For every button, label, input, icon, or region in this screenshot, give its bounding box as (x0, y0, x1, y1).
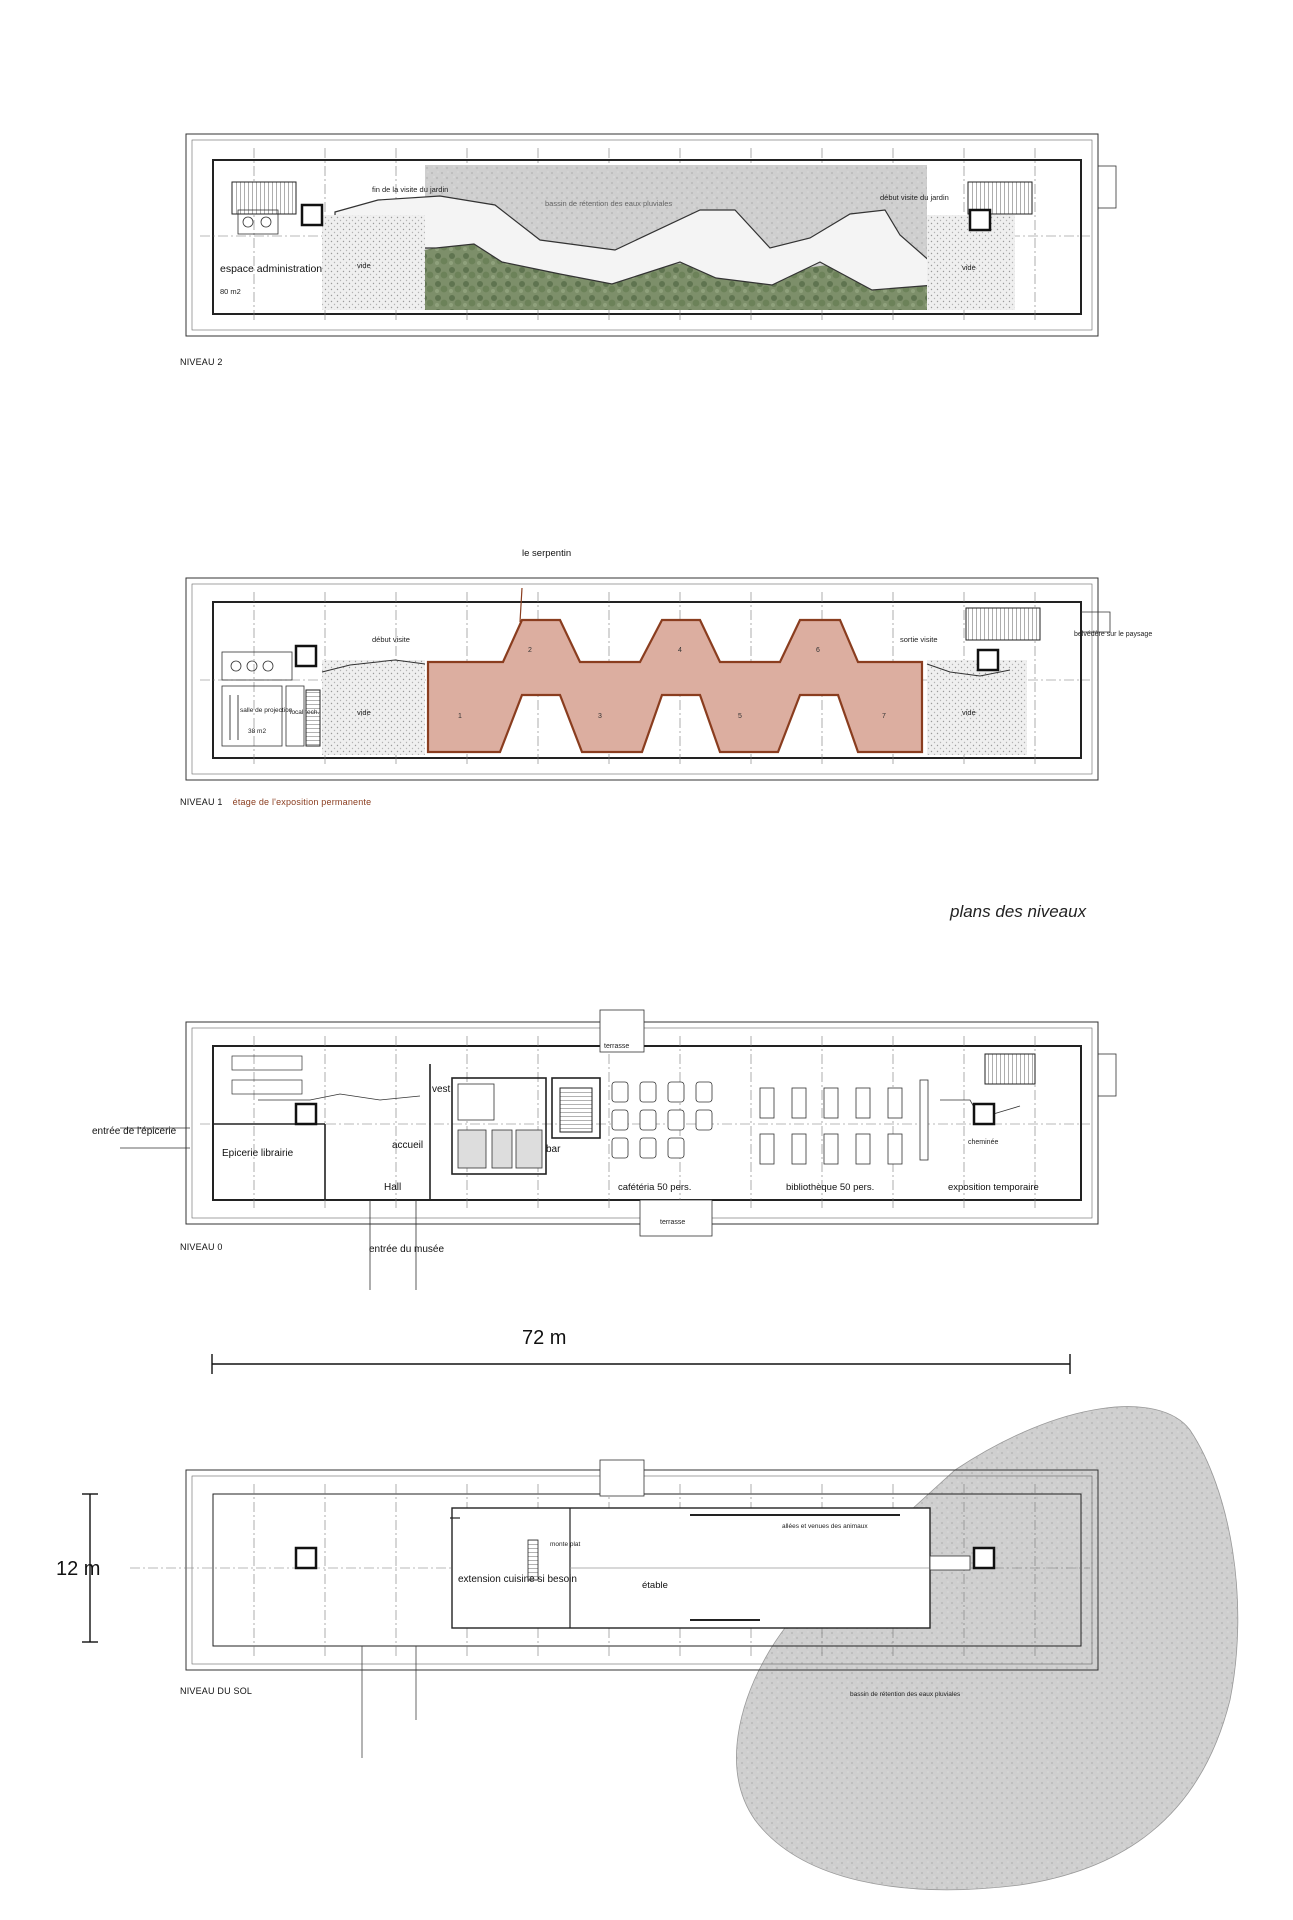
allees-label: allées et venues des animaux (782, 1523, 868, 1530)
plan-niveau-du-sol (130, 1407, 1238, 1890)
monte-plat-label: monte plat (550, 1541, 581, 1548)
serpentin-label: le serpentin (522, 548, 572, 559)
elevator-right (978, 650, 998, 670)
elevator-left (296, 646, 316, 666)
fin-visite-label: fin de la visite du jardin (372, 185, 449, 194)
dimension-width (56, 1494, 100, 1642)
espace-admin-label: espace administration (220, 263, 323, 275)
sanitary-blocks (458, 1084, 542, 1168)
terrasse-top-label: terrasse (604, 1043, 630, 1050)
vide-left-label: vide (357, 708, 371, 717)
bassin-label: bassin de rétention des eaux pluviales (850, 1691, 961, 1698)
exposition-label: exposition temporaire (948, 1182, 1039, 1193)
stairs-right (985, 1054, 1035, 1084)
niveau-du-sol-label: NIVEAU DU SOL (180, 1686, 253, 1696)
vide-left-area (322, 215, 425, 310)
elevator-left (296, 1104, 316, 1124)
plan-niveau-1 (186, 548, 1152, 780)
epicerie-label: Epicerie librairie (222, 1148, 294, 1159)
vide-left-area (322, 660, 425, 755)
hall-label: Hall (384, 1182, 402, 1193)
vide-right-area (927, 660, 1027, 755)
library-tables (760, 1080, 928, 1164)
bassin-label: bassin de rétention des eaux pluviales (545, 199, 673, 208)
bar-label: bar (546, 1144, 561, 1155)
stairs-center (560, 1088, 592, 1132)
niveau-1-subtitle: étage de l'exposition permanente (232, 797, 372, 807)
entree-musee-label: entrée du musée (369, 1244, 445, 1255)
dimension-length (212, 1327, 1070, 1374)
niveau-0-label: NIVEAU 0 (180, 1242, 223, 1252)
bibliotheque-label: bibliothèque 50 pers. (786, 1182, 875, 1193)
room-7: 7 (882, 713, 886, 720)
elevator-right (970, 210, 990, 230)
admin-area-label: 80 m2 (220, 287, 241, 296)
stairs-left (232, 182, 296, 214)
vide-right-label: vide (962, 263, 976, 272)
plan-niveau-2 (186, 134, 1116, 336)
room-4: 4 (678, 647, 682, 654)
sortie-visite-label: sortie visite (900, 635, 938, 644)
room-1: 1 (458, 713, 462, 720)
entree-epicerie-label: entrée de l'épicerie (92, 1126, 177, 1137)
niveau-2-label: NIVEAU 2 (180, 357, 223, 367)
niveau-1-label: NIVEAU 1 étage de l'exposition permanente (180, 797, 372, 807)
elevator-left (302, 205, 322, 225)
terrasse-bottom-label: terrasse (660, 1219, 686, 1226)
cafeteria-label: cafétéria 50 pers. (618, 1182, 692, 1193)
vide-left-label: vide (357, 261, 371, 270)
length-label: 72 m (522, 1327, 567, 1349)
salle-area-label: 38 m2 (248, 728, 267, 735)
debut-visite-label: début visite du jardin (880, 193, 949, 202)
width-label: 12 m (56, 1558, 101, 1580)
vest-label: vest (432, 1084, 451, 1095)
cafeteria-tables (612, 1082, 712, 1158)
etable-label: étable (642, 1580, 668, 1591)
elevator-right (974, 1104, 994, 1124)
local-tech-label: local tech. (290, 709, 320, 716)
bassin-area (736, 1407, 1237, 1890)
room-5: 5 (738, 713, 742, 720)
stairs-right (966, 608, 1040, 640)
serpentin-shape (428, 620, 922, 752)
room-2: 2 (528, 647, 532, 654)
cheminee-label: cheminée (968, 1139, 999, 1146)
plan-niveau-0 (92, 1010, 1116, 1290)
accueil-label: accueil (392, 1140, 424, 1151)
extension-label: extension cuisine si besoin (458, 1574, 577, 1585)
sheet-title: plans des niveaux (950, 902, 1087, 921)
room-3: 3 (598, 713, 602, 720)
room-6: 6 (816, 647, 820, 654)
elevator-right (974, 1548, 994, 1568)
salle-projection-label: salle de projection (240, 707, 293, 714)
vide-right-label: vide (962, 708, 976, 717)
belvedere-label: belvédère sur le paysage (1074, 631, 1153, 638)
debut-visite-label: début visite (372, 635, 410, 644)
stairs-left (306, 690, 320, 746)
elevator-left (296, 1548, 316, 1568)
